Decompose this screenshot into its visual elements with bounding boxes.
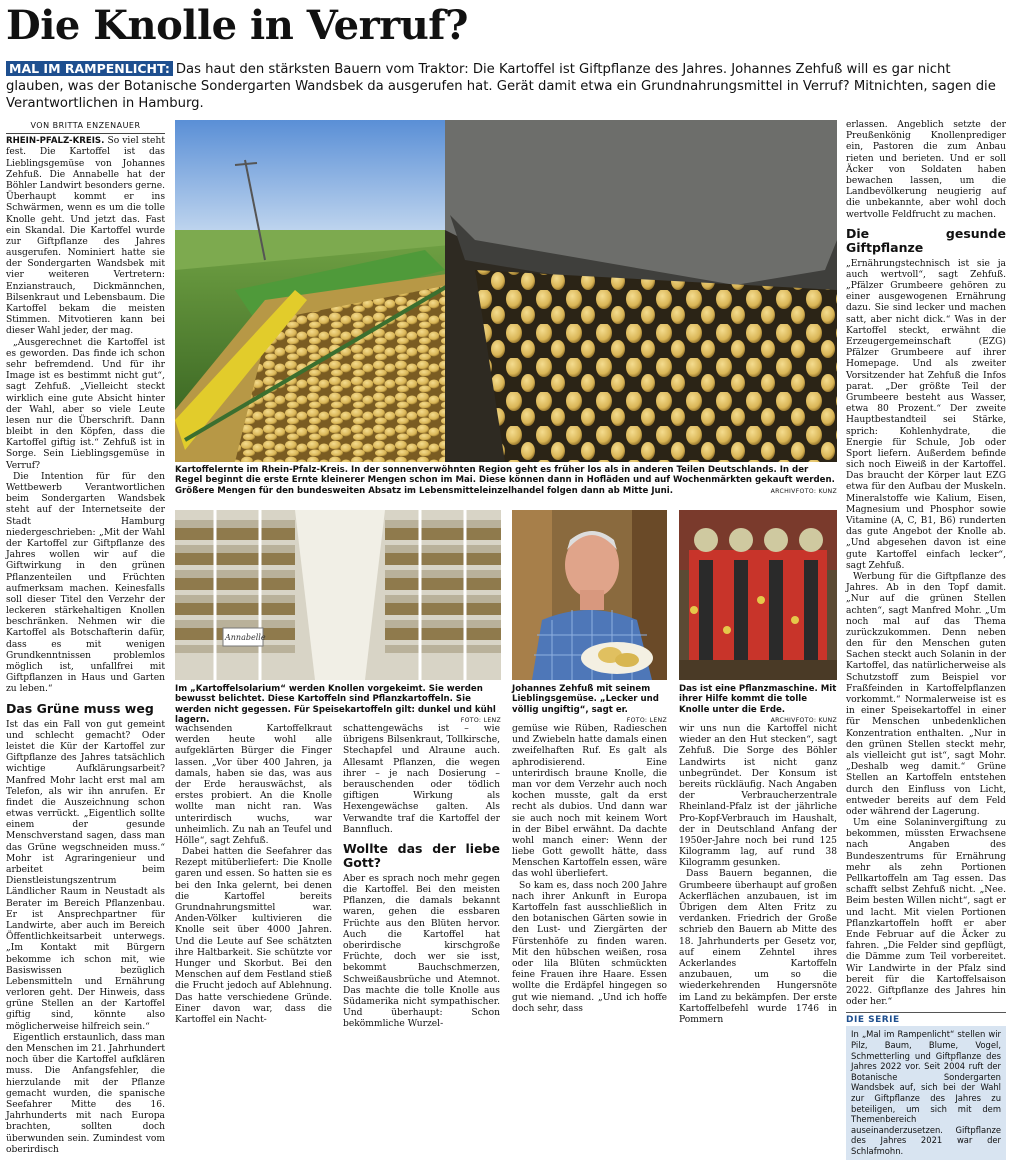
paragraph: RHEIN-PFALZ-KREIS. So viel steht fest. Die Kartoffel ist das Lieblingsgemüse von Johannes Zehfuß. Die Annabelle hat der Böhler Landwirt besonders gerne. Überhaupt kommt er ins Schwärmen, wenn es um die tolle Knolle geht. Und jetzt das. Fast ein Skandal. Die Kartoffel wurde zur Giftpflanze des Jahres ausgerufen. Nominiert hatte sie der Sondergarten Wandsbek mit vier weiteren Vertretern: Enzianstrauch, Dickmännchen, Bilsenkraut und Lebensbaum. Die Kartoffel bekam die meisten Stimmen. Mitvotieren kann bei dieser Wahl jeder, der mag. bbox=[6, 136, 166, 337]
photo-potato-solarium bbox=[175, 510, 501, 680]
photo-credit: FOTO: LENZ bbox=[460, 717, 501, 725]
subheading: Wollte das der liebe Gott? bbox=[343, 840, 500, 870]
paragraph: „Ernährungstechnisch ist sie ja auch wertvoll“, sagt Zehfuß. „Pfälzer Grumbeere gehören zu einer ausgewogenen Ernährung dazu. Sie sind lecker und machen satt, aber nicht dick.“ Was in der Kartoffel steckt, erwähnt die Erzeugergemeinschaft (EZG) Pfälzer Grumbeere auf ihrer Homepage. Und als zweiter Vorsitzender hat Zehfuß die Infos parat. „Der größte Teil der Grumbeere besteht aus Wasser, etwa 80 Prozent.“ Der zweite Hauptbestandteil sei Stärke, sprich: Kohlenhydrate, die Energie für Schule, Job oder Sport liefern. Außerdem befinde sich noch Eiweiß in der Kartoffel. Das braucht der Körper laut EZG etwa für den Aufbau der Muskeln. Mineralstoffe wie Kalium, Eisen, Magnesium und Phosphor sowie Vitamine (A, C, B1, B6) runderten das gute Angebot der Knolle ab. „Und abgesehen davon ist eine gute Kartoffel einfach lecker“, sagt Zehfuß. bbox=[846, 258, 1006, 571]
kicker-label: MAL IM RAMPENLICHT: bbox=[6, 61, 173, 76]
intro-text: Das haut den stärksten Bauern vom Traktor: Die Kartoffel ist Giftpflanze des Jahres. Johannes Zehfuß will es gar nicht glauben, was der Botanische Sondergarten Wandsbek da ausgerufen hat. Gerät damit etwa ein Grundnahrungsmittel in Verruf? Mitnichten, sagen die Verantwortlichen in Hamburg. bbox=[6, 62, 996, 111]
byline: VON BRITTA ENZENAUER bbox=[6, 120, 165, 134]
paragraph: Die Intention für für den Wettbewerb Verantwortlichen beim Sondergarten Wandsbek steht auf der Internetseite der Stadt Hamburg niedergeschrieben: „Mit der Wahl der Kartoffel zur Giftpflanze des Jahres wollen wir auf die Giftwirkung in den grünen Pflanzenteilen und Früchten aufmerksam machen. Keinesfalls soll dieser Titel den Verzehr der leckeren stärkehaltigen Knollen beschränken. Nehmen wir die Kartoffel als Botschafterin dafür, dass es mit wenigen Grundkenntnissen problemlos möglich ist, unfallfrei mit Giftpflanzen in Haus und Garten zu leben.“ bbox=[6, 471, 165, 695]
paragraph: Um eine Solaninvergiftung zu bekommen, müssten Erwachsene nach Angaben des Bundeszentrums für Ernährung mehr als zehn Portionen Pellkartoffeln am Tag essen. Das schafft selbst Zehfuß nicht. „Nee. Beim besten Willen nicht“, sagt er und lacht. Mit vielen Portionen Pflanzkartoffeln hofft er aber Ende Februar auf die Äcker zu fahren. „Die Felder sind gepflügt, die Dämme zum Teil vorbereitet. Wir Landwirte in der Pfalz sind bereit für die Kartoffelsaison 2022. Giftpflanze des Jahres hin oder her.“ bbox=[846, 818, 1006, 1008]
article-column-2 bbox=[175, 724, 332, 1025]
photo-caption-machine: Das ist eine Pflanzmaschine. Mit ihrer Hilfe kommt die tolle Knolle unter die Erde. ARCHIVFOTO: KUNZ bbox=[679, 684, 837, 727]
paragraph: Dass Bauern begannen, die Grumbeere überhaupt auf großen Ackerflächen anzubauen, ist im Übrigen dem Alten Fritz zu verdanken. Friedrich der Große schrieb den Bauern ab Mitte des 18. Jahrhunderts per Gesetz vor, auf einem Zehntel ihres Ackerlandes Kartoffeln anzubauen, um so die wiederkehrenden Hungersnöte im Land zu bekämpfen. Der erste Kartoffelbefehl wurde 1746 in Pommern bbox=[679, 869, 837, 1025]
dateline: RHEIN-PFALZ-KREIS. bbox=[6, 136, 105, 147]
paragraph: Aber es sprach noch mehr gegen die Kartoffel. Bei den meisten Pflanzen, die damals bekannt waren, gehen die essbaren Früchte aus den Blüten hervor. Auch die Kartoffel hat oberirdische kirschgroße Früchte, doch wer sie isst, bekommt Bauchschmerzen, Schweißausbrüche und Atemnot. Das machte die tolle Knolle aus Südamerika nicht sympathischer. Und überhaupt: Schon bekömmliche Wurzel- bbox=[343, 873, 500, 1030]
photo-caption-main: Kartoffelernte im Rhein-Pfalz-Kreis. In der sonnenverwöhnten Region geht es früher los als in anderen Teilen Deutschlands. In der Regel beginnt die erste Ernte kleinerer Mengen schon im Mai. Diese können dann in Hofläden und auf Wochenmärkten gekauft werden. Größere Mengen für den bundesweiten Absatz im Lebensmitteleinzelhandel folgen dann ab Mitte Juni. ARCHIVFOTO: KUNZ bbox=[175, 465, 837, 496]
paragraph: wir uns nun die Kartoffel nicht wieder an den Hut stecken“, sagt Zehfuß. Die Sorge des Böhler Landwirts ist nicht ganz unbegründet. Der Konsum ist bereits rückläufig. Nach Angaben der Verbraucherzentrale Rheinland-Pfalz ist der jährliche Pro-Kopf-Verbrauch im Haushalt, der in Deutschland Anfang der 1950er-Jahre noch bei rund 125 Kilogramm lag, auf rund 38 Kilogramm gesunken. bbox=[679, 724, 837, 869]
series-box: In „Mal im Rampenlicht“ stellen wir Pilz, Baum, Blume, Vogel, Schmetterling und Giftpflanze des Jahres 2022 vor. Seit 2004 ruft der Botanische Sondergarten Wandsbek auf, sich bei der Wahl zur Giftpflanze des Jahres zu beteiligen, um sich mit dem Themenbereich auseinanderzusetzen. Giftpflanze des Jahres 2021 war der Schlafmohn. bbox=[846, 1026, 1006, 1159]
article-column-1 bbox=[6, 120, 166, 1155]
article-column-4 bbox=[512, 724, 667, 1014]
farmer-image bbox=[512, 510, 667, 680]
paragraph: gemüse wie Rüben, Radieschen und Zwiebeln hatte damals einen zweifelhaften Ruf. Es galt als aphrodisierend. Eine unterirdisch braune Knolle, die man vor dem Verzehr auch noch kochen musste, galt da erst recht als dubios. Und dann war sie auch noch mit keinem Wort in der Bibel erwähnt. Da dachte wohl manch einer: Wenn der liebe Gott gewollt hätte, dass Menschen Kartoffeln essen, wäre das wohl überliefert. bbox=[512, 724, 667, 880]
solarium-image bbox=[175, 510, 501, 680]
photo-credit: ARCHIVFOTO: KUNZ bbox=[770, 487, 837, 495]
headline: Die Knolle in Verruf? bbox=[6, 2, 468, 49]
photo-planting-machine bbox=[679, 510, 837, 680]
subheading: Die gesunde Giftpflanze bbox=[846, 225, 1006, 255]
paragraph: wachsenden Kartoffelkraut werden heute wohl alle aufgeklärten Bürger die Finger lassen. „Vor über 400 Jahren, ja damals, haben sie das, was aus der Erde herauswächst, als erstes probiert. An die Knolle wollte man nicht ran. Was unterirdisch wuchs, war unheimlich. Zu nah an Teufel und Hölle“, sagt Zehfuß. bbox=[175, 724, 332, 846]
intro-teaser bbox=[6, 60, 996, 112]
photo-farmer bbox=[512, 510, 667, 680]
paragraph: Ist das ein Fall von gut gemeint und schlecht gemacht? Oder leistet die Kür der Kartoffel zur Giftpflanze des Jahres tatsächlich wichtige Aufklärungsarbeit? Manfred Mohr lacht erst mal am Telefon, als wir ihn anrufen. Er findet die Auszeichnung schon etwas verrückt. „Eigentlich sollte einem der gesunde Menschverstand sagen, dass man das Grüne wegschneiden muss.“ Mohr ist Agraringenieur und arbeitet beim Dienstleistungszentrum Ländlicher Raum in Neustadt als Berater im Bereich Pflanzenbau. Er ist Ansprechpartner für Landwirte, aber auch im Bereich Öffentlichkeitsarbeit unterwegs. „Im Kontakt mit Bürgern bekomme ich schon mit, wie Basiswissen bezüglich Lebensmitteln und Ernährung verloren geht. Der Hinweis, dass grüne Stellen an der Kartoffel giftig sind, könnte also möglicherweise hilfreich sein.“ bbox=[6, 719, 165, 1032]
photo-caption-solarium: Im „Kartoffelsolarium“ werden Knollen vorgekeimt. Sie werden bewusst belichtet. Diese Kartoffeln sind Pflanzkartoffeln. Sie werden nicht gegessen. Für Speisekartoffeln gilt: dunkel und kühl lagern. FOTO: LENZ bbox=[175, 684, 501, 726]
photo-credit: ARCHIVFOTO: KUNZ bbox=[770, 717, 837, 725]
variety-sign: Annabelle bbox=[225, 633, 266, 642]
paragraph: schattengewächs ist – wie übrigens Bilsenkraut, Tollkirsche, Stechapfel und Alraune auch. Allesamt Pflanzen, die wegen ihrer – je nach Dosierung – berauschenden oder tödlich giftigen Wirkung als Hexengewächse galten. Als Verwandte traf die Kartoffel der Bannfluch. bbox=[343, 724, 500, 835]
photo-credit: FOTO: LENZ bbox=[626, 717, 667, 725]
article-column-5 bbox=[679, 724, 837, 1025]
series-heading: DIE SERIE bbox=[846, 1012, 1006, 1026]
paragraph: Werbung für die Giftpflanze des Jahres. Ab in den Topf damit. „Nur auf die grünen Stellen achten“, sagt Manfred Mohr. „Um noch mal auf das Thema zurückzukommen. Denn neben den für den Menschen guten Sachen steckt auch Solanin in der Kartoffel, das natürlicherweise als Schutzstoff zum Beispiel vor Fraßfeinden in Kartoffelpflanzen vorkommt.“ Normalerweise ist es in einer Speisekartoffel in einer für Menschen unbedenklichen Konzentration enthalten. „Nur in den grünen Stellen steckt mehr, als vielleicht gut ist“, sagt Mohr. „Deshalb weg damit.“ Grüne Stellen an Kartoffeln entstehen durch den Einfluss von Licht, entweder bereits auf dem Feld oder während der Lagerung. bbox=[846, 571, 1006, 817]
paragraph: erlassen. Angeblich setzte der Preußenkönig Knollenprediger ein, Pastoren die zum Anbau rieten und berieten. Und er soll Äcker von Soldaten haben bewachen lassen, um die Landbevölkerung neugierig auf die unbekannte, aber wohl doch wertvolle Feldfrucht zu machen. bbox=[846, 120, 1006, 220]
photo-potato-harvest bbox=[175, 120, 837, 462]
article-column-3 bbox=[343, 724, 500, 1030]
paragraph: „Ausgerechnet die Kartoffel ist es geworden. Das finde ich schon sehr befremdend. Und für ihr Image ist es bestimmt nicht gut“, sagt Zehfuß. „Vielleicht steckt wirklich eine gute Absicht hinter der Wahl, aber so viele Leute lesen nur die Überschrift. Dann bleibt in den Köpfen, dass die Kartoffel giftig ist.“ Zehfuß ist in Sorge. Sein Lieblingsgemüse in Verruf? bbox=[6, 337, 165, 471]
machine-image bbox=[679, 510, 837, 680]
photo-caption-farmer: Johannes Zehfuß mit seinem Lieblingsgemüse. „Lecker und völlig ungiftig“, sagt er. FOTO: LENZ bbox=[512, 684, 667, 727]
harvest-image bbox=[175, 120, 837, 462]
paragraph: So kam es, dass noch 200 Jahre nach ihrer Ankunft in Europa Kartoffeln fast ausschließlich in den botanischen Gärten sowie in den Lust- und Ziergärten der Fürstenhöfe zu finden waren. Mit den hübschen weißen, rosa oder lila Blüten schmückten feine Frauen ihre Haare. Essen wollte die Erdäpfel hingegen so gut wie niemand. „Und ich hoffe doch sehr, dass bbox=[512, 880, 667, 1014]
paragraph: Dabei hatten die Seefahrer das Rezept mitüberliefert: Die Knolle garen und essen. So hatten sie es bei den Inka gelernt, bei denen die Kartoffel bereits Grundnahrungsmittel war. Anden-Völker kultivieren die Knolle seit über 4000 Jahren. Und die Leute auf See schätzten ihre Haltbarkeit. Sie schützte vor Hunger und Skorbut. Bei den Menschen auf dem Festland stieß die Frucht jedoch auf Ablehnung. Das hatte verschiedene Gründe. Einer davon war, dass die Kartoffel ein Nacht- bbox=[175, 847, 332, 1025]
article-column-6 bbox=[846, 120, 1006, 1156]
subheading: Das Grüne muss weg bbox=[6, 700, 154, 716]
paragraph: Eigentlich erstaunlich, dass man den Menschen im 21. Jahrhundert noch über die Kartoffel aufklären muss. Die Anfangsfehler, die hierzulande mit der Pflanze gemacht wurden, die spanische Seefahrer Mitte des 16. Jahrhunderts mit nach Europa brachten, sollten doch überwunden sein. Zumindest vom oberirdisch bbox=[6, 1032, 165, 1155]
